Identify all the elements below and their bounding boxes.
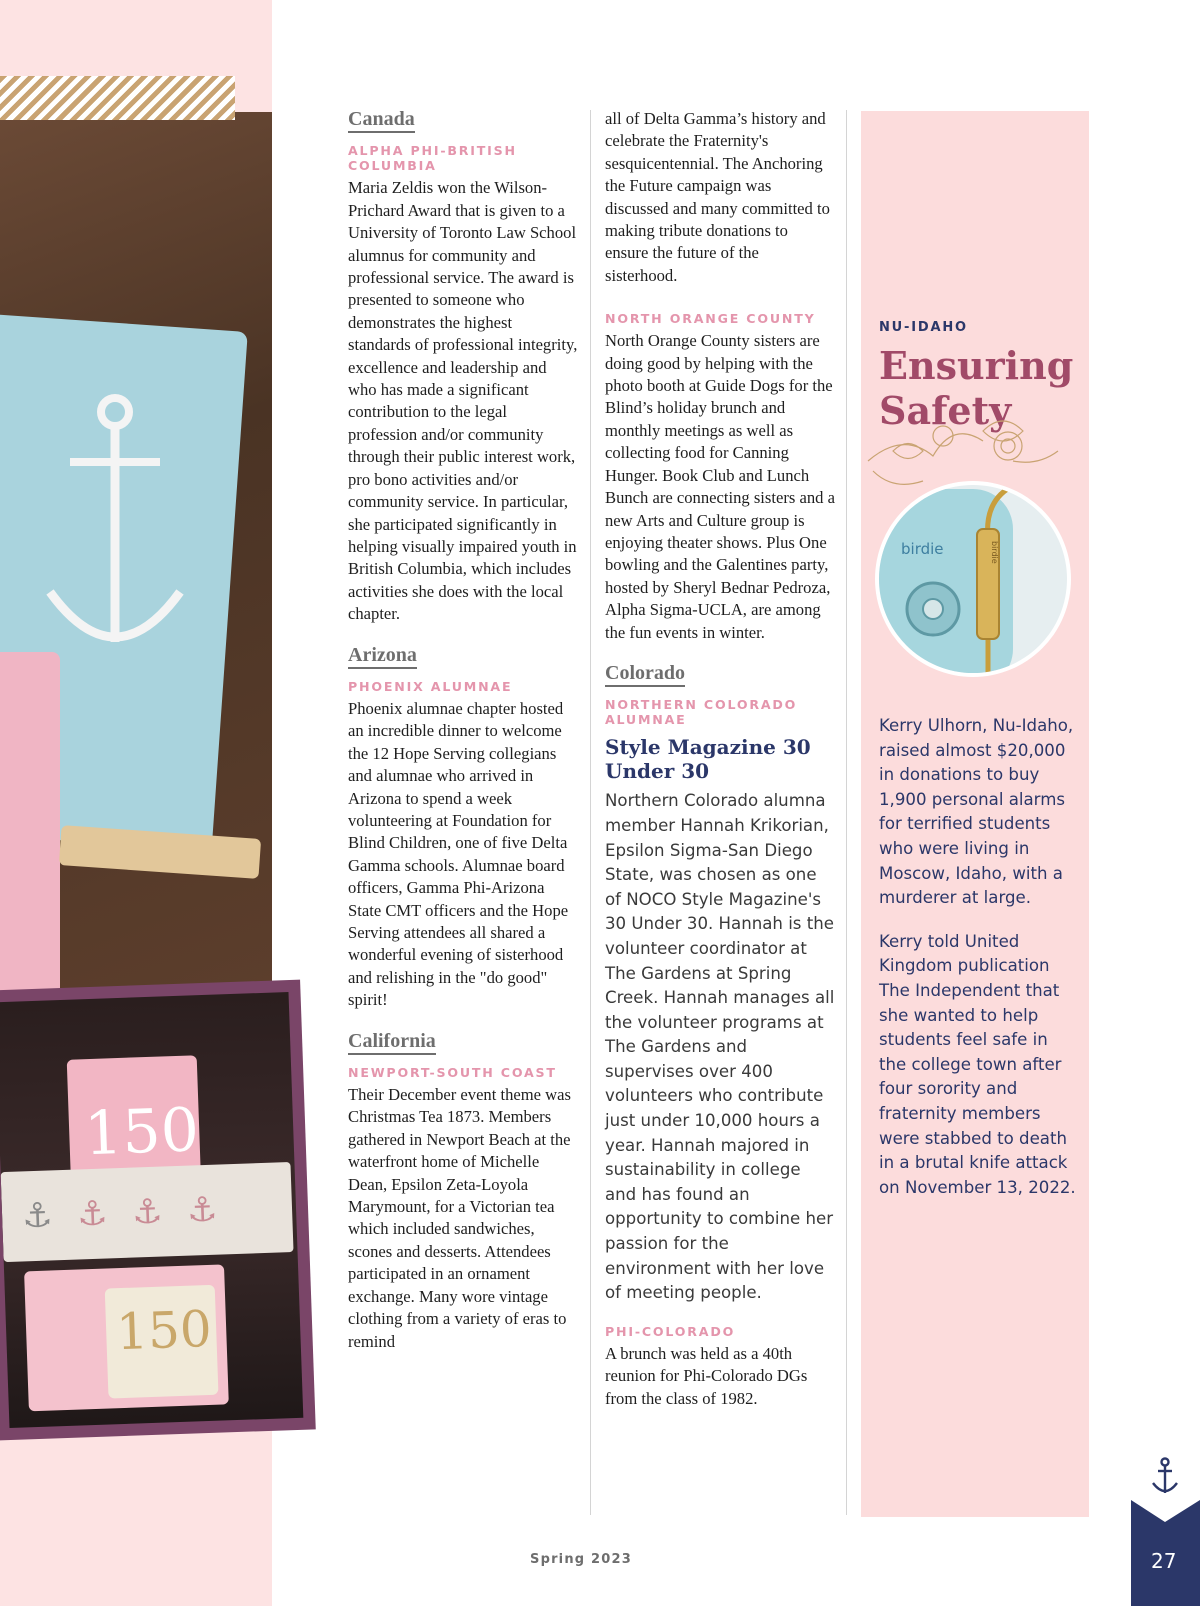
pink-cookie	[0, 652, 60, 992]
tin-anchor-icon: ⚓	[21, 1195, 54, 1237]
column-2	[605, 108, 835, 1410]
column-1	[348, 108, 578, 1353]
chapter-name: PHI-COLORADO	[605, 1323, 736, 1339]
article-body: Maria Zeldis won the Wilson-Prichard Award that is given to a University of Toronto Law School alumnus for community and professional service. The award is presented to someone who demonstrates the highest standards of professional integrity, excellence and leadership and who has made a significant contribution to the legal profession and/or community through their public interest work, pro bono activities and/or community service. In particular, she participated significantly in helping visually impaired youth in British Columbia, which includes activities she does with the local chapter.	[348, 178, 578, 624]
article-body-continued: all of Delta Gamma’s history and celebrate the Fraternity's sesquicentennial. The Anchoring the Future campaign was discussed and many committed to making tribute donations to ensure the future of the sisterhood.	[605, 109, 830, 285]
anchor-icon	[40, 382, 190, 682]
article-body: A brunch was held as a 40th reunion for Phi-Colorado DGs from the class of 1982.	[605, 1343, 808, 1408]
chapter-name: NORTH ORANGE COUNTY	[605, 311, 816, 327]
article-body: Phoenix alumnae chapter hosted an incredible dinner to welcome the 12 Hope Serving collegians and alumnae who arrived in Arizona to spend a week volunteering at Foundation for Blind Children, one of five Delta Gamma schools. Alumnae board officers, Gamma Phi-Arizona State CMT officers and the Hope Serving attendees all shared a wonderful evening of sisterhood and relishing in the "do good" spirit!	[348, 698, 569, 1010]
article-body: Northern Colorado alumna member Hannah Krikorian, Epsilon Sigma-San Diego State, was chosen as one of NOCO Style Magazine's 30 Under 30. Hannah is the volunteer coordinator at The Gardens at Spring Creek. Hannah manages all the volunteer programs at The Gardens and supervises over 400 volunteers who contribute just under 10,000 hours a year. Hannah majored in sustainability in college and has found an opportunity to combine her passion for the environment with her love of meeting people.	[605, 791, 835, 1303]
chapter-name: NEWPORT-SOUTH COAST	[348, 1065, 557, 1081]
anchor-icon	[1150, 1457, 1180, 1497]
tin-anchor-icon: ⚓	[76, 1193, 109, 1235]
cookie-number: 150	[115, 1299, 213, 1362]
tin-anchor-icon: ⚓	[186, 1189, 219, 1231]
state-heading-canada: Canada	[348, 108, 415, 133]
sidebar-title: Ensuring Safety	[879, 343, 1074, 433]
column-divider	[590, 110, 591, 1515]
chapter-name: PHOENIX ALUMNAE	[348, 678, 513, 694]
article-body: Their December event theme was Christmas Tea 1873. Members gathered in Newport Beach at the waterfront home of Michelle Dean, Epsilon Zeta-Loyola Marymount, for a Victorian tea which included sandwiches, scones and desserts. Attendees participated in an ornament exchange. Many wore vintage clothing from a variety of eras to remind	[348, 1085, 571, 1351]
sidebar-paragraph: Kerry told United Kingdom publication The Independent that she wanted to help students feel safe in the college town after four sorority and fraternity members were stabbed to death in a brutal knife attack on November 13, 2022.	[879, 931, 1076, 1197]
personal-alarm-icon	[873, 479, 1073, 679]
article-headline: Style Magazine 30 Under 30	[605, 735, 811, 784]
tin-anchor-icon: ⚓	[131, 1191, 164, 1233]
sidebar-chapter: NU-IDAHO	[879, 320, 968, 335]
gold-stripe-accent	[0, 76, 235, 120]
issue-footer: Spring 2023	[530, 1552, 633, 1567]
state-heading-arizona: Arizona	[348, 644, 417, 669]
cookie-photo-bottom	[0, 980, 316, 1441]
sidebar-box	[861, 111, 1089, 1517]
device-label: birdie	[901, 540, 944, 558]
chapter-name: NORTHERN COLORADO ALUMNAE	[605, 697, 798, 728]
page-number: 27	[1151, 1549, 1177, 1573]
article-body: North Orange County sisters are doing good by helping with the photo booth at Guide Dogs for the Blind’s holiday brunch and monthly meetings as well as collecting food for Canning Hunger. Book Club and Lunch Bunch are connecting sisters and a new Arts and Culture group is enjoying theater shows. Plus One bowling and the Galentines party, hosted by Sheryl Bednar Pedroza, Alpha Sigma-UCLA, are among the fun events in winter.	[605, 331, 835, 642]
cookie-photo-top	[0, 112, 272, 992]
state-heading-california: California	[348, 1030, 436, 1055]
device-strap-label: birdie	[990, 541, 999, 564]
sidebar-paragraph: Kerry Ulhorn, Nu-Idaho, raised almost $20,000 in donations to buy 1,900 personal alarms for terrified students who were living in Moscow, Idaho, with a murderer at large.	[879, 716, 1074, 908]
column-divider	[846, 110, 847, 1515]
chapter-name: ALPHA PHI-BRITISH COLUMBIA	[348, 143, 517, 174]
photo-bottom-image	[0, 992, 303, 1428]
sidebar-text	[879, 714, 1079, 1219]
cookie-number: 150	[83, 1095, 200, 1170]
cookie-edge	[59, 825, 261, 879]
state-heading-colorado: Colorado	[605, 662, 685, 687]
